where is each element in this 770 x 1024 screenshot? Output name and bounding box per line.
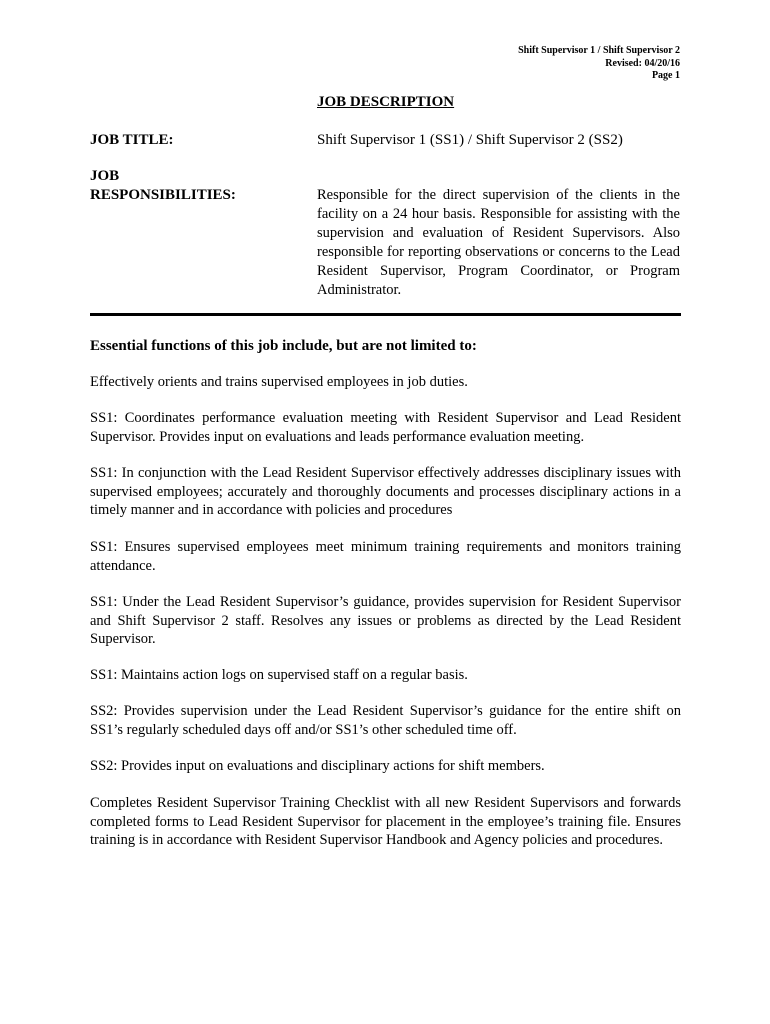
responsibilities-label-line2: RESPONSIBILITIES:	[90, 187, 236, 203]
function-paragraph: SS2: Provides supervision under the Lead Resident Supervisor’s guidance for the entire shift on SS1’s regularly scheduled days off and/or SS1’s other scheduled time off.	[90, 703, 681, 738]
responsibilities-label	[90, 167, 236, 205]
header-page-number: Page 1	[651, 70, 680, 81]
function-paragraph: Effectively orients and trains supervised employees in job duties.	[90, 374, 468, 390]
responsibilities-label-line1: JOB	[90, 168, 120, 184]
function-paragraph: SS2: Provides input on evaluations and disciplinary actions for shift members.	[90, 758, 545, 774]
page-header	[518, 45, 680, 83]
essential-functions-heading: Essential functions of this job include, but are not limited to:	[90, 338, 477, 354]
job-title-label: JOB TITLE:	[90, 132, 174, 148]
header-revised-date: Revised: 04/20/16	[605, 57, 680, 69]
function-paragraph: SS1: Under the Lead Resident Supervisor’s guidance, provides supervision for Resident Supervisor and Shift Supervisor 2 staff. Resolves any issues or problems as directed by the Lead Resident Supervisor.	[90, 594, 681, 648]
function-paragraph: SS1: Coordinates performance evaluation meeting with Resident Supervisor and Lead Resident Supervisor. Provides input on evaluations and leads performance evaluation meeting.	[90, 410, 681, 445]
section-divider	[90, 313, 681, 316]
function-paragraph: SS1: Maintains action logs on supervised staff on a regular basis.	[90, 667, 468, 683]
function-paragraph: Completes Resident Supervisor Training Checklist with all new Resident Supervisors and forwards completed forms to Lead Resident Supervisor for placement in the employee’s training file. Ensures training is in accordance with Resident Supervisor Handbook and Agency policies and procedures.	[90, 795, 681, 849]
function-paragraph: SS1: Ensures supervised employees meet minimum training requirements and monitors training attendance.	[90, 539, 681, 574]
header-document-name: Shift Supervisor 1 / Shift Supervisor 2	[518, 45, 680, 56]
responsibilities-text: Responsible for the direct supervision of the clients in the facility on a 24 hour basis. Responsible for assisting with the supervision and evaluation of Resident Supervisors. Also responsible for reporting observations or concerns to the Lead Resident Supervisor, Program Coordinator, or Program Administrator.	[317, 187, 680, 298]
document-title: JOB DESCRIPTION	[317, 94, 455, 110]
job-title-value: Shift Supervisor 1 (SS1) / Shift Supervisor 2 (SS2)	[317, 132, 623, 148]
function-paragraph: SS1: In conjunction with the Lead Resident Supervisor effectively addresses disciplinary issues with supervised employees; accurately and thoroughly documents and processes disciplinary actions in a timely manner and in accordance with policies and procedures	[90, 465, 681, 519]
